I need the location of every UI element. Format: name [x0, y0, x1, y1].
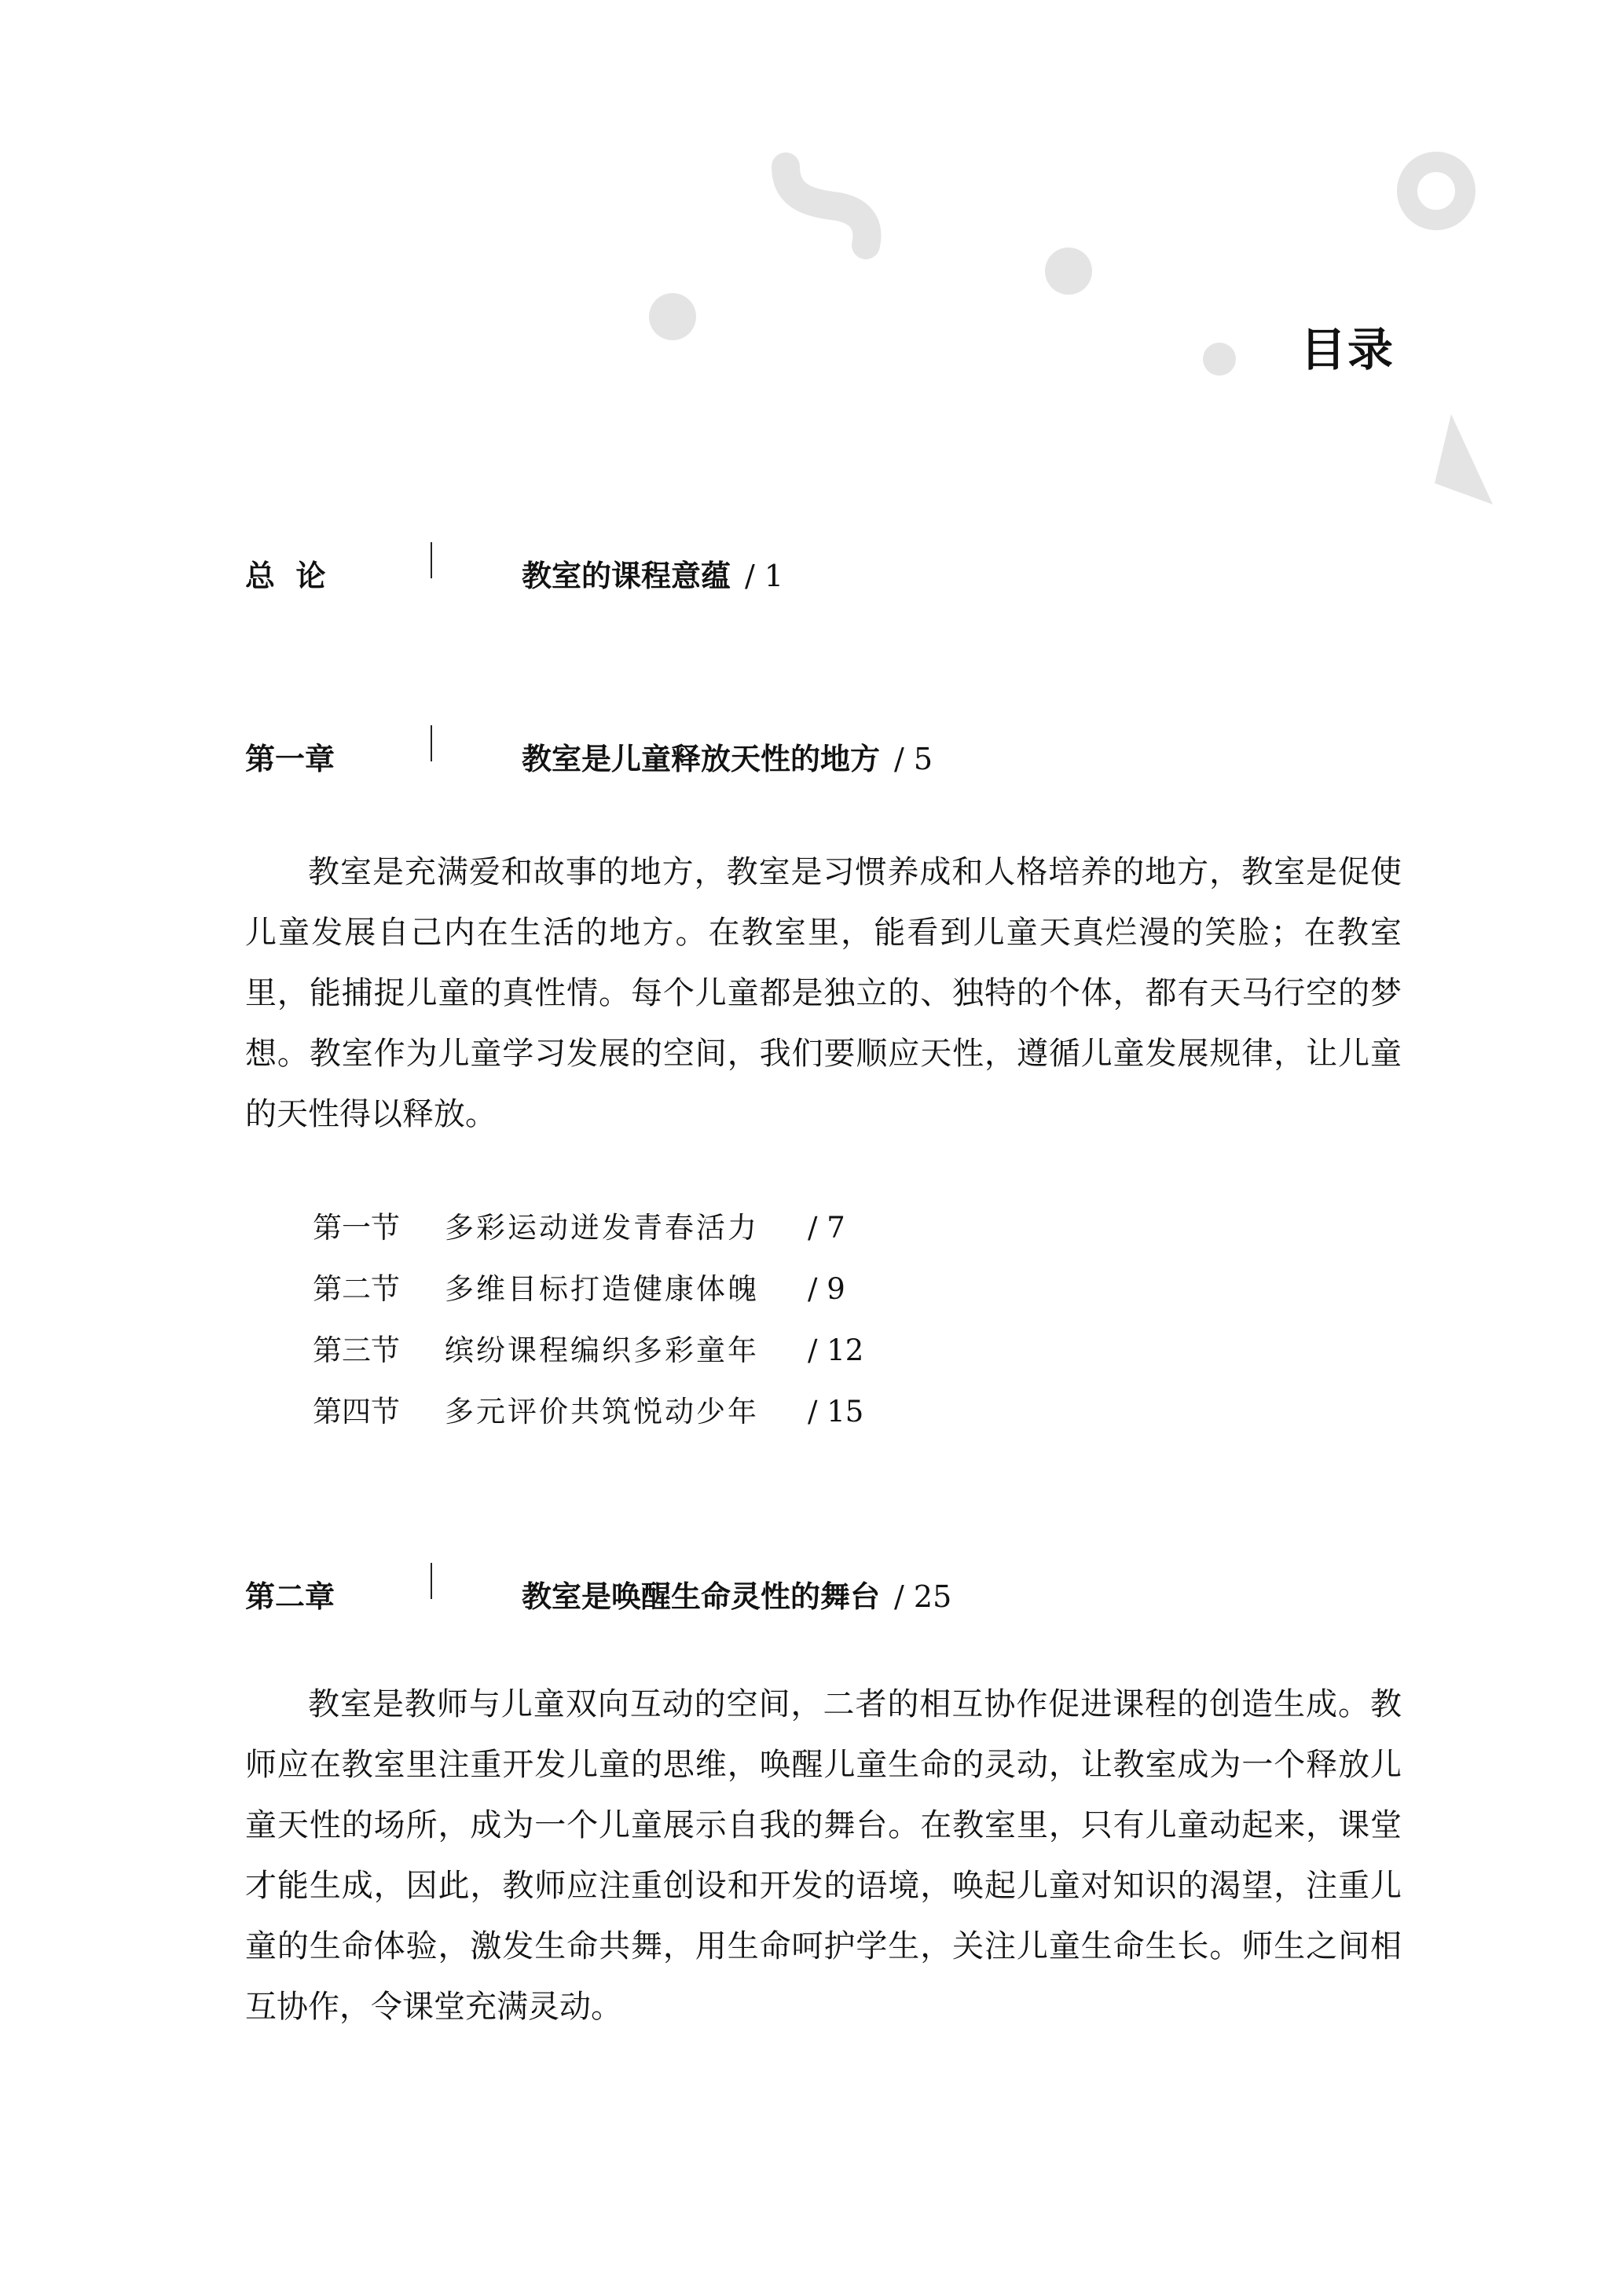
chapter-1-summary: 教室是充满爱和故事的地方，教室是习惯养成和人格培养的地方，教室是促使儿童发展自己内在生活的地方。在教室里，能看到儿童天真烂漫的笑脸；在教室里，能捕捉儿童的真性情。每个儿童都是独立的、独特的个体，都有天马行空的梦想。教室作为儿童学习发展的空间，我们要顺应天性，遵循儿童发展规律，让儿童的天性得以释放。: [245, 854, 1402, 1132]
section-title: 多维目标打造健康体魄: [445, 1272, 759, 1306]
entry-label: 第一章: [245, 742, 335, 776]
section-item[interactable]: [313, 1381, 863, 1443]
medium-dot-shape: [1045, 248, 1092, 295]
decorative-shapes: [0, 0, 1624, 550]
divider-line: [431, 542, 432, 578]
section-page-number: / 15: [808, 1395, 864, 1429]
entry-heading-text: 教室是唤醒生命灵性的舞台: [522, 1579, 881, 1614]
section-page-number: / 9: [808, 1272, 845, 1306]
section-item[interactable]: [313, 1320, 863, 1381]
section-number: 第三节: [313, 1333, 400, 1367]
large-dot-shape: [649, 293, 696, 340]
section-number: 第四节: [313, 1395, 400, 1429]
chapter-2-summary: 教室是教师与儿童双向互动的空间，二者的相互协作促进课程的创造生成。教师应在教室里注重开发儿童的思维，唤醒儿童生命的灵动，让教室成为一个释放儿童天性的场所，成为一个儿童展示自我的舞台。在教室里，只有儿童动起来，课堂才能生成，因此，教师应注重创设和开发的语境，唤起儿童对知识的渴望，注重儿童的生命体验，激发生命共舞，用生命呵护学生，关注儿童生命生长。师生之间相互协作，令课堂充满灵动。: [245, 1686, 1402, 2025]
toc-entry-chapter-1[interactable]: [245, 724, 1408, 787]
section-page-number: / 7: [808, 1211, 845, 1245]
ring-shape: [1407, 162, 1465, 220]
divider-line: [431, 725, 432, 761]
entry-heading-text: 教室是儿童释放天性的地方: [522, 742, 881, 776]
triangle-shape: [1435, 414, 1493, 504]
section-number: 第二节: [313, 1272, 400, 1306]
entry-page-number: / 1: [745, 559, 784, 593]
toc-entry-intro[interactable]: [245, 541, 1408, 603]
chapter-1-sections: [313, 1198, 863, 1443]
entry-heading: [522, 552, 783, 595]
entry-label: 总 论: [245, 559, 326, 593]
toc-entry-chapter-2[interactable]: [245, 1561, 1408, 1624]
section-title: 多彩运动迸发青春活力: [445, 1211, 759, 1245]
divider-line: [431, 1563, 432, 1599]
entry-page-number: / 5: [894, 742, 933, 776]
page-title: 目录: [1300, 323, 1395, 376]
entry-heading: [522, 735, 933, 778]
section-title: 多元评价共筑悦动少年: [445, 1395, 759, 1429]
s-curve-shape: [786, 167, 867, 245]
entry-page-number: / 25: [894, 1579, 952, 1614]
section-number: 第一节: [313, 1211, 400, 1245]
entry-heading-text: 教室的课程意蕴: [522, 559, 731, 593]
section-page-number: / 12: [808, 1333, 864, 1367]
small-dot-shape: [1203, 343, 1236, 376]
entry-label: 第二章: [245, 1579, 335, 1614]
section-item[interactable]: [313, 1198, 863, 1259]
section-item[interactable]: [313, 1259, 863, 1320]
section-title: 缤纷课程编织多彩童年: [445, 1333, 759, 1367]
entry-heading: [522, 1572, 951, 1616]
